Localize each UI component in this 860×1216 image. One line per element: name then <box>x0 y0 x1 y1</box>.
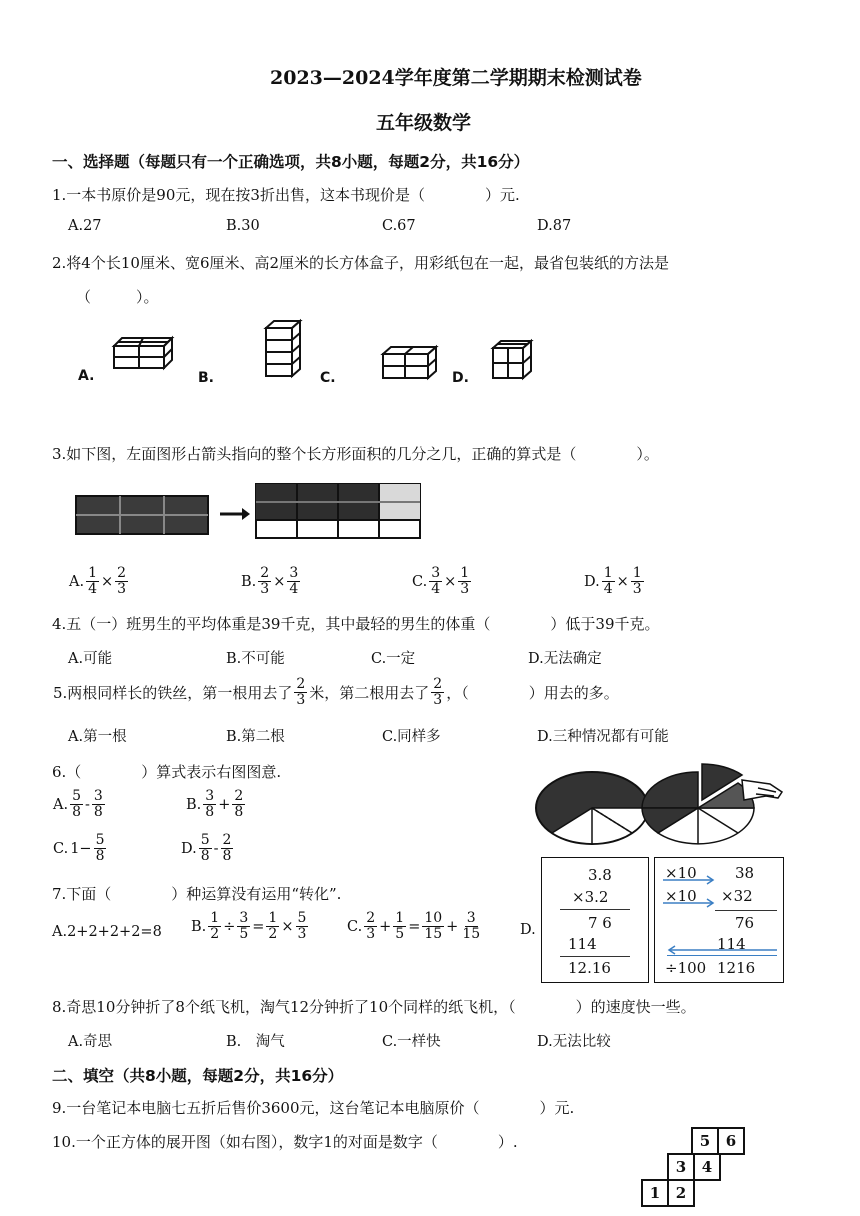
box-arrangement-d <box>490 336 536 382</box>
q2-label-d: D. <box>452 370 469 386</box>
question-8: 8.奇思10分钟折了8个纸飞机，淘气12分钟折了10个同样的纸飞机，（ ）的速度快一些。 <box>52 998 696 1016</box>
q7-option-c: C. $\frac{2}{3}$ + $\frac{1}{5}$ = $\frac{10}{15}$ + $\frac{3}{15}$ <box>347 910 481 942</box>
q3-option-b: B. $\frac{2}{3}$ × $\frac{3}{4}$ <box>241 565 299 597</box>
q5-option-c: C.同样多 <box>382 729 441 745</box>
net-cell-5: 5 <box>691 1127 719 1155</box>
q8-option-d: D.无法比较 <box>537 1034 611 1050</box>
calc-row-1: 3.8 <box>588 866 612 884</box>
cube-net-figure <box>641 1127 771 1207</box>
calc-row-3: 76 <box>735 914 755 932</box>
calc-row-4: 114 <box>568 935 597 953</box>
q4-option-c: C.一定 <box>371 651 416 667</box>
q1-option-c: C.67 <box>382 218 416 234</box>
box-arrangement-b <box>262 318 304 380</box>
net-cell-3: 3 <box>667 1153 695 1181</box>
hand-icon <box>742 780 782 800</box>
calc-row-5: 12.16 <box>568 959 611 977</box>
calc-row-4: 114 <box>717 935 746 953</box>
calc-row-5: 1216 <box>717 959 756 977</box>
question-1: 1.一本书原价是90元，现在按3折出售，这本书现价是（ ）元. <box>52 186 520 204</box>
net-cell-4: 4 <box>693 1153 721 1181</box>
q8-option-a: A.奇思 <box>68 1034 113 1050</box>
q1-option-b: B.30 <box>226 218 260 234</box>
q4-option-b: B.不可能 <box>226 651 285 667</box>
q6-pie-figure <box>530 762 790 850</box>
q5-option-a: A.第一根 <box>68 729 127 745</box>
q1-option-a: A.27 <box>68 218 102 234</box>
q3-option-c: C. $\frac{3}{4}$ × $\frac{1}{3}$ <box>412 565 470 597</box>
calc-multiplier-1: ×10 <box>665 864 697 882</box>
q6-option-b: B. $\frac{3}{8}$ + $\frac{2}{8}$ <box>186 788 244 820</box>
question-6: 6.（ ）算式表示右图图意. <box>52 763 282 781</box>
q2-label-b: B. <box>198 370 214 386</box>
calc-row-3: 7 6 <box>588 914 612 932</box>
calc-divisor: ÷100 <box>665 959 707 977</box>
net-cell-2: 2 <box>667 1179 695 1207</box>
q6-option-d: D. $\frac{5}{8}$ - $\frac{2}{8}$ <box>181 832 232 864</box>
question-10: 10.一个正方体的展开图（如右图），数字1的对面是数字（ ）. <box>52 1133 518 1151</box>
q2-label-a: A. <box>78 368 95 384</box>
calc-arrows <box>655 858 783 982</box>
q1-option-d: D.87 <box>537 218 572 234</box>
question-2: 2.将4个长10厘米、宽6厘米、高2厘米的长方体盒子，用彩纸包在一起，最省包装纸的方法是 <box>52 254 670 272</box>
calc-line <box>560 909 630 910</box>
q7-vertical-calc-decimal <box>541 857 649 983</box>
q2-label-c: C. <box>320 370 336 386</box>
q6-option-a: A. $\frac{5}{8}$ - $\frac{3}{8}$ <box>53 788 103 820</box>
page-title: 2023—2024学年度第二学期期末检测试卷 <box>270 67 642 89</box>
q6-option-c: C. 1− $\frac{5}{8}$ <box>53 832 105 864</box>
net-cell-6: 6 <box>717 1127 745 1155</box>
calc-multiplier-2: ×10 <box>665 887 697 905</box>
section-heading-choice: 一、选择题（每题只有一个正确选项，共8小题，每题2分，共16分） <box>52 153 530 171</box>
question-4: 4.五（一）班男生的平均体重是39千克，其中最轻的男生的体重（ ）低于39千克。 <box>52 615 660 633</box>
section-heading-fill: 二、填空（共8小题，每题2分，共16分） <box>52 1067 344 1085</box>
box-arrangement-c <box>380 342 440 382</box>
box-arrangement-a <box>110 334 176 372</box>
arrow-right-icon <box>220 508 250 520</box>
q3-option-a: A. $\frac{1}{4}$ × $\frac{2}{3}$ <box>69 565 127 597</box>
q3-option-d: D. $\frac{1}{4}$ × $\frac{1}{3}$ <box>584 565 642 597</box>
q7-vertical-calc-integer <box>654 857 784 983</box>
question-9: 9.一台笔记本电脑七五折后售价3600元，这台笔记本电脑原价（ ）元. <box>52 1099 575 1117</box>
page-subtitle: 五年级数学 <box>376 112 472 134</box>
q8-option-c: C.一样快 <box>382 1034 441 1050</box>
calc-row-2: ×3.2 <box>572 888 609 906</box>
q7-option-a: A.2+2+2+2=8 <box>52 924 162 940</box>
calc-row-2: ×32 <box>721 887 753 905</box>
q4-option-d: D.无法确定 <box>528 651 602 667</box>
net-cell-1: 1 <box>641 1179 669 1207</box>
q5-option-d: D.三种情况都有可能 <box>537 729 669 745</box>
question-3: 3.如下图，左面图形占箭头指向的整个长方形面积的几分之几，正确的算式是（ ）。 <box>52 445 659 463</box>
question-5: 5.两根同样长的铁丝，第一根用去了 $\frac{2}{3}$ 米，第二根用去了 $\frac{2}{3}$ ，（ ）用去的多。 <box>53 676 619 708</box>
question-7: 7.下面（ ）种运算没有运用“转化”. <box>52 885 342 903</box>
q3-area-figure <box>70 478 440 544</box>
calc-line <box>560 956 630 957</box>
q7-option-b: B. $\frac{1}{2}$ ÷ $\frac{3}{5}$ = $\frac{1}{2}$ × $\frac{5}{3}$ <box>191 910 307 942</box>
q4-option-a: A.可能 <box>68 651 113 667</box>
calc-row-1: 38 <box>735 864 755 882</box>
q7-option-d: D. <box>520 922 536 938</box>
q8-option-b: B. 淘气 <box>226 1034 285 1050</box>
q5-option-b: B.第二根 <box>226 729 285 745</box>
question-2-blank: （ ）。 <box>76 288 159 306</box>
